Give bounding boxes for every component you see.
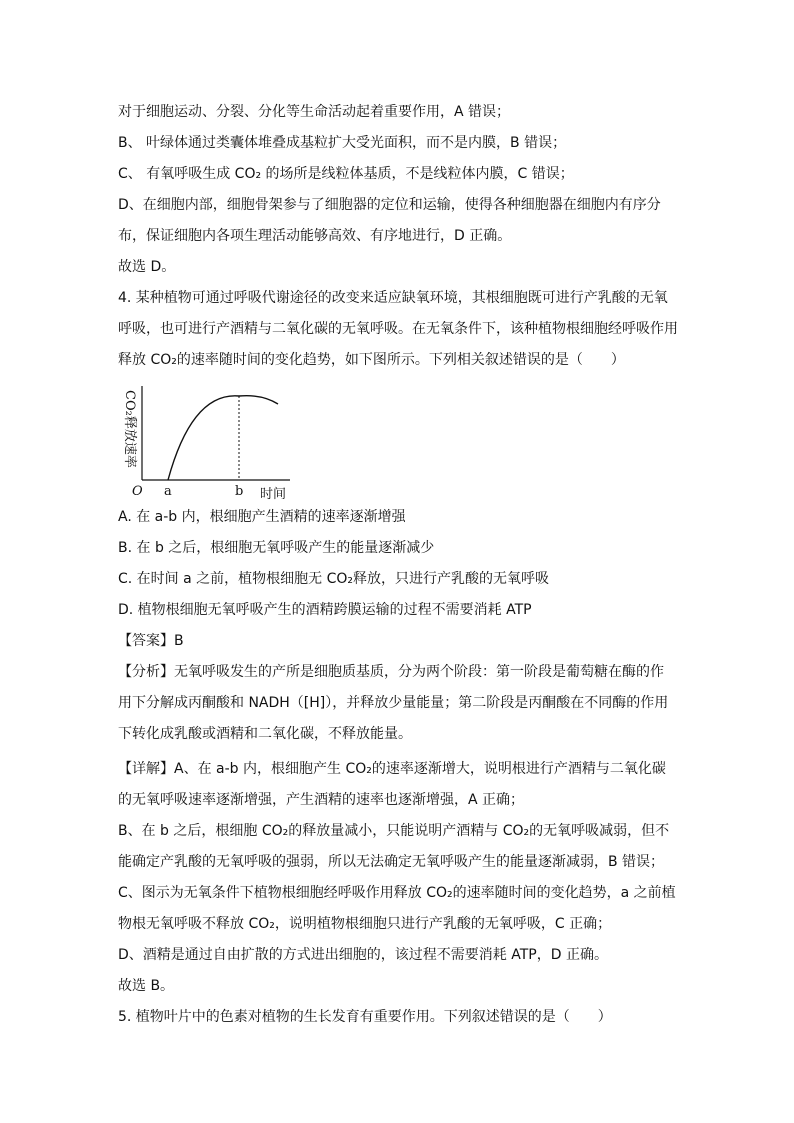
y-axis-label: CO₂释放速率 (122, 390, 137, 468)
text-line: 物根无氧呼吸不释放 CO₂，说明植物根细胞只进行产乳酸的无氧呼吸，C 正确； (118, 916, 612, 932)
co2-curve (168, 396, 278, 480)
text-line: D. 植物根细胞无氧呼吸产生的酒精跨膜运输的过程不需要消耗 ATP (118, 602, 532, 618)
text-line: 布，保证细胞内各项生理活动能够高效、有序地进行，D 正确。 (118, 228, 512, 244)
origin-label: O (132, 484, 143, 499)
text-line: C. 在时间 a 之前，植物根细胞无 CO₂释放，只进行产乳酸的无氧呼吸 (118, 571, 550, 587)
text-line: 【答案】B (118, 633, 184, 649)
text-line: A. 在 a-b 内，根细胞产生酒精的速率逐渐增强 (118, 509, 406, 525)
text-line: 释放 CO₂的速率随时间的变化趋势，如下图所示。下列相关叙述错误的是（ ） (118, 352, 625, 368)
text-line: C、图示为无氧条件下植物根细胞经呼吸作用释放 CO₂的速率随时间的变化趋势，a 之前植 (118, 885, 676, 901)
text-line: 呼吸，也可进行产酒精与二氧化碳的无氧呼吸。在无氧条件下，该种植物根细胞经呼吸作用 (118, 321, 678, 337)
text-line: 故选 D。 (118, 259, 176, 275)
text-line: 4. 某种植物可通过呼吸代谢途径的改变来适应缺氧环境，其根细胞既可进行产乳酸的无氧 (118, 290, 668, 306)
co2-release-chart (112, 380, 302, 505)
text-line: 用下分解成丙酮酸和 NADH（[H]），并释放少量能量；第二阶段是丙酮酸在不同酶的作用 (118, 695, 669, 711)
b-label: b (235, 484, 244, 499)
text-line: D、在细胞内部，细胞骨架参与了细胞器的定位和运输，使得各种细胞器在细胞内有序分 (118, 197, 661, 213)
text-line: 5. 植物叶片中的色素对植物的生长发育有重要作用。下列叙述错误的是（ ） (118, 1009, 612, 1025)
text-line: 【分析】无氧呼吸发生的产所是细胞质基质，分为两个阶段：第一阶段是葡萄糖在酶的作 (118, 664, 664, 680)
text-line: 能确定产乳酸的无氧呼吸的强弱，所以无法确定无氧呼吸产生的能量逐渐减弱，B 错误； (118, 854, 665, 870)
text-line: 【详解】A、在 a-b 内，根细胞产生 CO₂的速率逐渐增大，说明根进行产酒精与二氧化碳 (118, 761, 666, 777)
text-line: 对于细胞运动、分裂、分化等生命活动起着重要作用，A 错误； (118, 104, 511, 120)
text-line: B. 在 b 之后，根细胞无氧呼吸产生的能量逐渐减少 (118, 540, 435, 556)
text-line: 下转化成乳酸或酒精和二氧化碳，不释放能量。 (118, 726, 412, 742)
text-line: 的无氧呼吸速率逐渐增强，产生酒精的速率也逐渐增强，A 正确； (118, 792, 525, 808)
a-label: a (164, 484, 172, 499)
text-line: C、 有氧呼吸生成 CO₂ 的场所是线粒体基质，不是线粒体内膜，C 错误； (118, 166, 574, 182)
text-line: B、在 b 之后，根细胞 CO₂的释放量减小，只能说明产酒精与 CO₂的无氧呼吸减弱，但不 (118, 823, 670, 839)
text-line: 故选 B。 (118, 978, 175, 994)
text-line: D、酒精是通过自由扩散的方式进出细胞的，该过程不需要消耗 ATP，D 正确。 (118, 947, 608, 963)
text-line: B、 叶绿体通过类囊体堆叠成基粒扩大受光面积，而不是内膜，B 错误； (118, 135, 567, 151)
x-axis-label: 时间 (260, 487, 287, 502)
